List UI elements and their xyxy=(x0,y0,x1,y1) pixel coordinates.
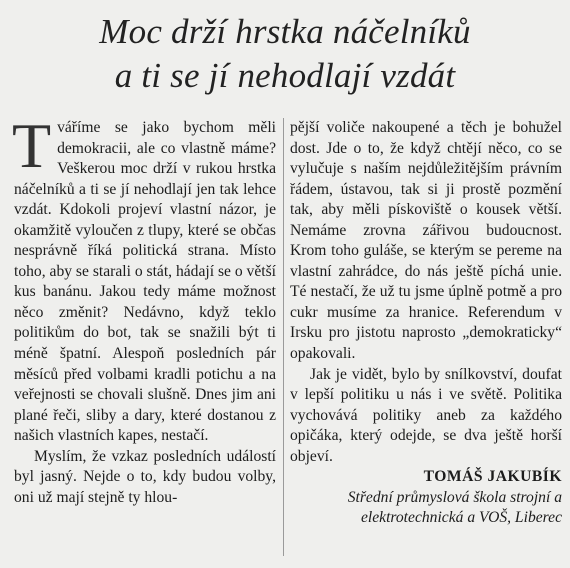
headline-line-1: Moc drží hrstka náčelníků xyxy=(99,12,471,51)
column-divider xyxy=(283,118,284,556)
headline xyxy=(0,10,570,98)
drop-cap: T xyxy=(12,110,52,181)
affiliation-line-1: Střední průmyslová škola strojní a xyxy=(347,488,562,506)
author-affiliation xyxy=(290,488,562,529)
article-column-right xyxy=(290,118,562,529)
article-column-left xyxy=(12,110,277,508)
affiliation-line-2: elektrotechnická a VOŠ, Liberec xyxy=(360,509,562,527)
paragraph-text: váříme se jako bychom měli demokracii, ale co vlastně máme? Veškerou moc drží v rukou hrstka náčelníků a ti se jí nehodlají jen tak lehce vzdát. Kdokoli projeví vlastní názor, je okamžitě vyloučen z tlupy, které se občas nesprávně říká politická strana. Místo toho, aby se starali o stát, hádají se o větší kus banánu. Jakou tedy máme možnost něco změnit? Nedávno, když teklo politikům do bot, tak se snažili být ti méně špatní. Alespoň posledních pár měsíců před volbami kradli potichu a na veřejnosti se chovali slušně. Dnes jim ani plané řeči, sliby a dary, které dostanou z našich vlastních kapes, nestačí. xyxy=(14,119,277,445)
headline-line-2: a ti se jí nehodlají vzdát xyxy=(114,56,456,95)
article-paragraph: pější voliče nakoupené a těch je bohužel dost. Jde o to, že když chtějí něco, co se vylučuje s naším nejdůležitějším právním řádem, ústavou, tak si ji prostě pozmění tak, aby měli pískoviště o kousek větší. Nemáme zrovna zářivou budoucnost. Krom toho guláše, se kterým se pereme na vlastní zahrádce, do nás ještě píchá unie. Té nestačí, že už tu jsme úplně potmě a pro cukr musíme za hranice. Referendum v Irsku pro jistotu naprosto „demokraticky“ opakovali. xyxy=(290,119,562,363)
article-paragraph xyxy=(12,110,277,447)
author-name: TOMÁŠ JAKUBÍK xyxy=(423,468,562,486)
article-paragraph: Jak je vidět, bylo by snílkovství, doufat v lepší politiku u nás i ve světě. Politika vychovává politiky aneb za každého opičáka, který odejde, se dva ještě horší objeví. xyxy=(290,365,562,465)
article-paragraph: Myslím, že vzkaz posledních událostí byl jasný. Nejde o to, kdy budou volby, oni už mají stejně ty hlou- xyxy=(14,447,276,506)
